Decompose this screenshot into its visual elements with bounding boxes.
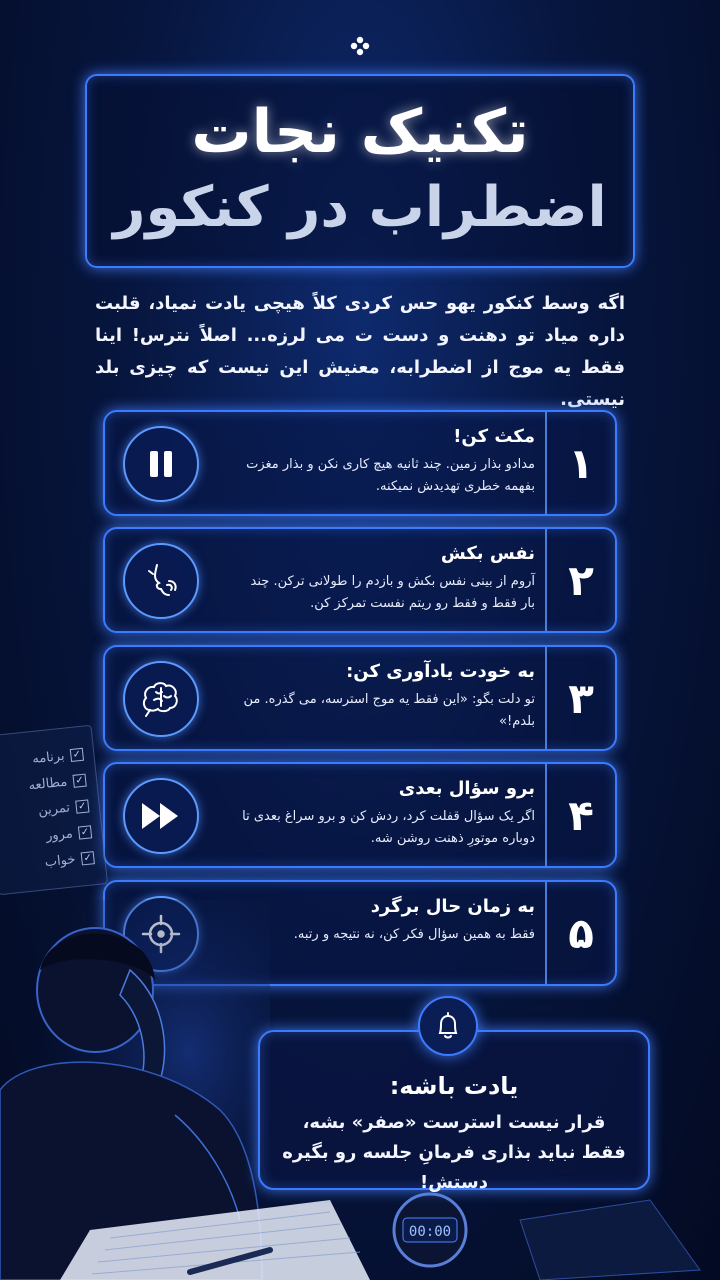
svg-text:00:00: 00:00 xyxy=(408,1224,452,1240)
checklist-decoration xyxy=(0,725,108,896)
step-number: ۴ xyxy=(545,764,615,866)
pause-icon xyxy=(123,426,199,502)
checklist-label: خواب xyxy=(44,851,77,870)
step-title: مکث کن! xyxy=(453,426,535,447)
check-icon: ✓ xyxy=(70,747,84,761)
breathing-face-icon xyxy=(123,543,199,619)
step-title: به زمان حال برگرد xyxy=(370,896,535,917)
desk-scene-decoration xyxy=(0,1190,720,1280)
checklist-label: مرور xyxy=(45,825,74,844)
step-card-4 xyxy=(103,762,617,868)
page-subtitle: اضطراب در کنکور xyxy=(113,175,607,240)
step-number: ۱ xyxy=(545,412,615,514)
step-description: اگر یک سؤال قفلت کرد، ردش کن و برو سراغ بعدی تا دوباره موتورِ ذهنت روشن شه. xyxy=(242,809,535,846)
checklist-label: تمرین xyxy=(37,799,71,819)
step-title: به خودت یادآوری کن: xyxy=(346,661,535,682)
step-description: فقط به همین سؤال فکر کن، نه نتیجه و رتبه. xyxy=(293,927,535,942)
step-card-1 xyxy=(103,410,617,516)
step-number: ۵ xyxy=(545,882,615,984)
step-card-2 xyxy=(103,527,617,633)
fast-forward-icon xyxy=(123,778,199,854)
page-title: تکنیک نجات xyxy=(191,97,529,167)
brain-icon xyxy=(123,661,199,737)
checklist-label: برنامه xyxy=(31,748,66,767)
step-title: برو سؤال بعدی xyxy=(398,778,535,799)
checklist-label: مطالعه xyxy=(27,774,68,794)
step-description: تو دلت بگو: «این فقط یه موج استرسه، می گذره. من بلدم!» xyxy=(243,692,535,729)
bell-icon xyxy=(418,996,478,1056)
check-icon: ✓ xyxy=(81,851,95,865)
step-title: نفس بکش xyxy=(440,543,535,564)
step-description: آروم از بینی نفس بکش و بازدم را طولانی ترکن. چند بار فقط و فقط رو ریتم نفست تمرکز کن. xyxy=(250,574,535,611)
step-number: ۲ xyxy=(545,529,615,631)
step-number: ۳ xyxy=(545,647,615,749)
reminder-title: یادت باشه: xyxy=(389,1072,519,1100)
check-icon: ✓ xyxy=(78,825,92,839)
step-card-3 xyxy=(103,645,617,751)
title-panel xyxy=(85,74,635,268)
check-icon: ✓ xyxy=(75,799,89,813)
check-icon: ✓ xyxy=(72,773,86,787)
step-description: مدادو بذار زمین. چند ثانیه هیچ کاری نکن و بذار مغزت بفهمه خطری تهدیدش نمیکنه. xyxy=(246,457,535,494)
reminder-text: قرار نیست استرست «صفر» بشه، فقط نباید بذاری فرمانِ جلسه رو بگیره دستش! xyxy=(282,1112,626,1193)
intro-text: اگه وسط کنکور یهو حس کردی کلاً هیچی یادت نمیاد، قلبت داره میاد تو دهنت و دست ت می لرزه... اصلاً نترس! اینا فقط یه موج از اضطرابه، معنیش این نیست که چیزی بلد نیستی. xyxy=(95,293,625,410)
brand-logo-icon xyxy=(348,34,372,58)
